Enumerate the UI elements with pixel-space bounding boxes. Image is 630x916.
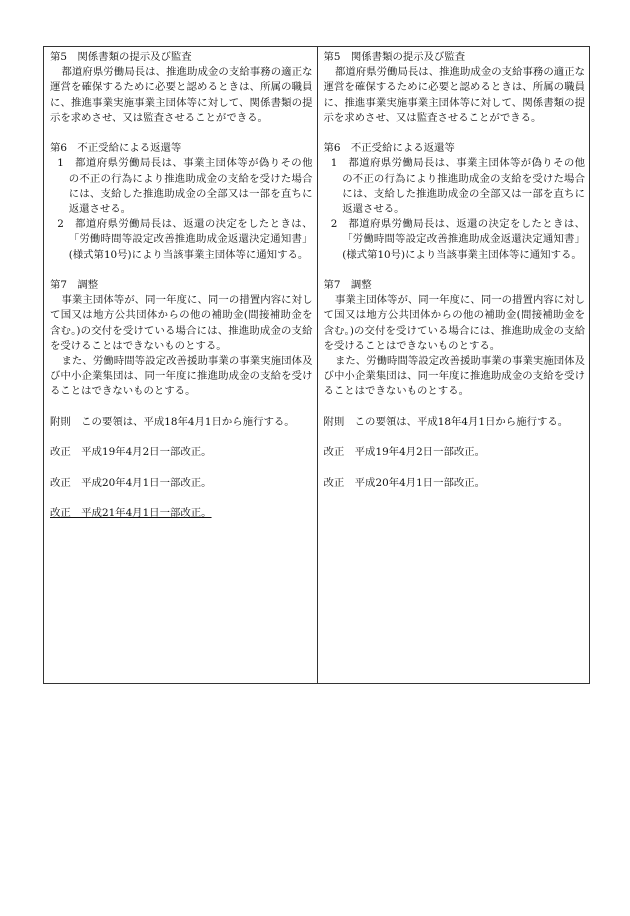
amendment-1: 改正 平成19年4月2日一部改正。 [323, 446, 486, 459]
section-5-body: 都道府県労働局長は、推進助成金の支給事務の適正な運営を確保するために必要と認めるときは、所属の職員に、推進事業実施事業主団体等に対して、関係書類の提示を求めさせ、又は監査させることができる。 [50, 66, 313, 124]
right-column [317, 47, 590, 683]
supplementary-provision: 附則 この要領は、平成18年4月1日から施行する。 [323, 415, 569, 428]
amendment-3-text: 改正 平成21年4月1日一部改正。 [50, 507, 212, 519]
section-6-item-1: 1 都道府県労働局長は、事業主団体等が偽りその他の不正の行為により推進助成金の支給を受けた場合には、支給した推進助成金の全部又は一部を直ちに返還させる。 [57, 157, 313, 216]
section-7-title: 第7 調整 [323, 279, 372, 292]
section-5-body: 都道府県労働局長は、推進助成金の支給事務の適正な運営を確保するために必要と認めるときは、所属の職員に、推進事業実施事業主団体等に対して、関係書類の提示を求めさせ、又は監査させることができる。 [323, 66, 585, 124]
section-7-para-2: また、労働時間等設定改善援助事業の事業実施団体及び中小企業集団は、同一年度に推進助成金の支給を受けることはできないものとする。 [50, 355, 313, 398]
section-7-para-2: また、労働時間等設定改善援助事業の事業実施団体及び中小企業集団は、同一年度に推進助成金の支給を受けることはできないものとする。 [323, 355, 585, 398]
section-5-title: 第5 関係書類の提示及び監査 [50, 51, 192, 63]
section-6-title: 第6 不正受給による返還等 [50, 142, 182, 155]
section-6-item-1: 1 都道府県労働局長は、事業主団体等が偽りその他の不正の行為により推進助成金の支給を受けた場合には、支給した推進助成金の全部又は一部を直ちに返還させる。 [330, 157, 585, 216]
section-6-item-2: 2 都道府県労働局長は、返還の決定をしたときは、「労働時間等設定改善推進助成金返還決定通知書」(様式第10号)により当該事業主団体等に通知する。 [57, 218, 313, 261]
section-5-title: 第5 関係書類の提示及び監査 [323, 51, 466, 63]
section-7-title: 第7 調整 [50, 279, 99, 292]
left-column [44, 47, 317, 683]
amendment-2: 改正 平成20年4月1日一部改正。 [50, 476, 212, 489]
amendment-2: 改正 平成20年4月1日一部改正。 [323, 476, 486, 489]
amendment-3 [50, 506, 313, 521]
section-6-title: 第6 不正受給による返還等 [323, 142, 455, 155]
section-6-item-2: 2 都道府県労働局長は、返還の決定をしたときは、「労働時間等設定改善推進助成金返還決定通知書」(様式第10号)により当該事業主団体等に通知する。 [330, 218, 585, 261]
supplementary-provision: 附則 この要領は、平成18年4月1日から施行する。 [50, 415, 295, 428]
comparison-table [43, 46, 590, 684]
section-7-para-1: 事業主団体等が、同一年度に、同一の措置内容に対して国又は地方公共団体からの他の補助金(間接補助金を含む。)の交付を受けている場合には、推進助成金の支給を受けることはできないものとする。 [323, 294, 585, 352]
section-7-para-1: 事業主団体等が、同一年度に、同一の措置内容に対して国又は地方公共団体からの他の補助金(間接補助金を含む。)の交付を受けている場合には、推進助成金の支給を受けることはできないものとする。 [50, 294, 313, 352]
amendment-1: 改正 平成19年4月2日一部改正。 [50, 446, 212, 459]
